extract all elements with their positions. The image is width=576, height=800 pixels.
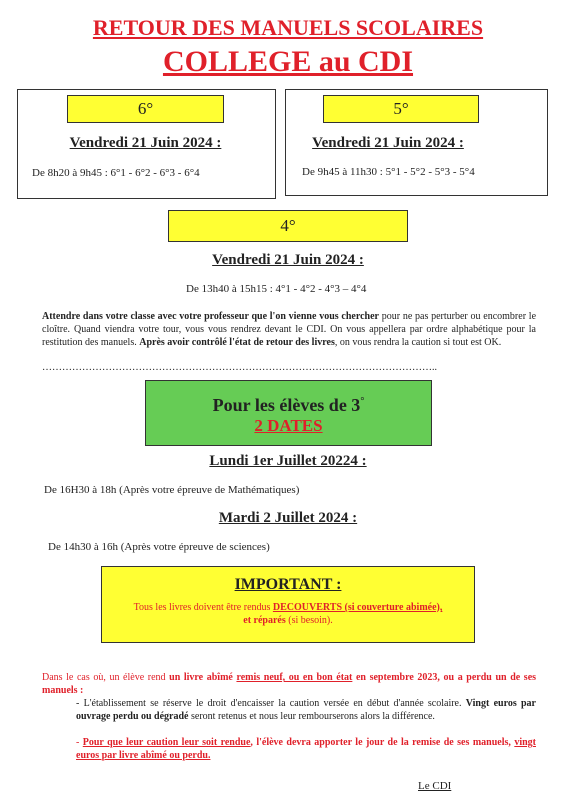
title-line-1: RETOUR DES MANUELS SCOLAIRES — [92, 15, 484, 40]
grade3-day1-schedule: De 16H30 à 18h (Après votre épreuve de Mathématiques) — [44, 484, 300, 496]
instructions-bold-1: Attendre dans votre classe avec votre professeur que l'on vienne vous chercher — [42, 311, 379, 322]
grade4-level: 4° — [168, 210, 408, 242]
important-line-1-a: Tous les livres doivent être rendus — [133, 602, 273, 613]
grade5-level: 5° — [323, 95, 479, 123]
important-line-1-b: DECOUVERTS (si couverture abimée), — [272, 602, 443, 613]
instructions-paragraph — [42, 310, 536, 349]
important-box — [101, 566, 475, 643]
notice-item-1 — [76, 697, 536, 723]
grade3-dates-label: 2 DATES — [254, 416, 323, 435]
notice-item-1-c: seront retenus et nous leur rembourserons alors la différence. — [188, 711, 435, 722]
instructions-bold-2: Après avoir contrôlé l'état de retour des livres — [139, 337, 335, 348]
grade3-heading — [146, 391, 431, 416]
dotted-separator: ……………………………………………………………………………………………………….. — [42, 362, 437, 373]
important-line-2 — [102, 614, 474, 627]
grade3-heading-text: Pour les élèves de 3 — [212, 395, 361, 415]
instructions-text-2: , on vous rendra la caution si tout est OK. — [334, 337, 502, 348]
notice-item-1-b: Vingt euros par ouvrage perdu ou dégradé — [76, 698, 536, 722]
notice-item-1-a: - L'établissement se réserve le droit d'encaisser la caution versée en début d'année scolaire. — [76, 698, 466, 709]
notice-intro-a: Dans le cas où, un élève rend — [42, 672, 170, 683]
important-heading: IMPORTANT : — [234, 576, 342, 593]
signature: Le CDI — [418, 780, 452, 792]
grade3-box — [145, 380, 432, 446]
instructions-text-1: pour ne pas perturber ou encombrer le cloître. Quand viendra votre tour, vous vous rendrez devant le CDI. On vous appellera par ordre alphabétique pour la restitution des manuels. — [42, 311, 537, 348]
grade3-heading-sup: ° — [360, 396, 365, 407]
grade6-schedule: De 8h20 à 9h45 : 6°1 - 6°2 - 6°3 - 6°4 — [32, 167, 200, 179]
notice-item-2-a: - — [76, 737, 83, 748]
grade6-level: 6° — [67, 95, 224, 123]
grade4-date: Vendredi 21 Juin 2024 : — [212, 252, 364, 268]
notice-intro — [42, 671, 536, 697]
grade3-day2-schedule: De 14h30 à 16h (Après votre épreuve de sciences) — [48, 541, 270, 553]
grade6-date: Vendredi 21 Juin 2024 : — [69, 135, 222, 151]
notice-item-2-d: vingt euros par livre abîmé ou perdu. — [76, 737, 536, 761]
notice-intro-b: un livre abîmé — [169, 672, 237, 683]
important-line-2-a: et réparés — [243, 615, 286, 626]
notice-item-2-c: , l'élève devra apporter le jour de la remise de ses manuels, — [250, 737, 515, 748]
important-line-1 — [102, 601, 474, 614]
notice-item-2 — [76, 736, 536, 762]
important-line-2-b: (si besoin). — [285, 615, 333, 626]
notice-item-2-b: Pour que leur caution leur soit rendue — [82, 737, 251, 748]
grade5-schedule: De 9h45 à 11h30 : 5°1 - 5°2 - 5°3 - 5°4 — [302, 166, 475, 178]
title-line-2: COLLEGE au CDI — [162, 45, 414, 78]
grade4-schedule: De 13h40 à 15h15 : 4°1 - 4°2 - 4°3 – 4°4 — [186, 283, 367, 295]
grade3-day1-date: Lundi 1er Juillet 20224 : — [209, 453, 367, 469]
grade3-day2-date: Mardi 2 Juillet 2024 : — [218, 510, 358, 526]
notice-intro-d: en septembre 2023, ou a perdu un de ses manuels : — [42, 672, 537, 696]
grade5-date: Vendredi 21 Juin 2024 : — [312, 135, 464, 151]
notice-intro-c: remis neuf, ou en bon état — [236, 672, 353, 683]
